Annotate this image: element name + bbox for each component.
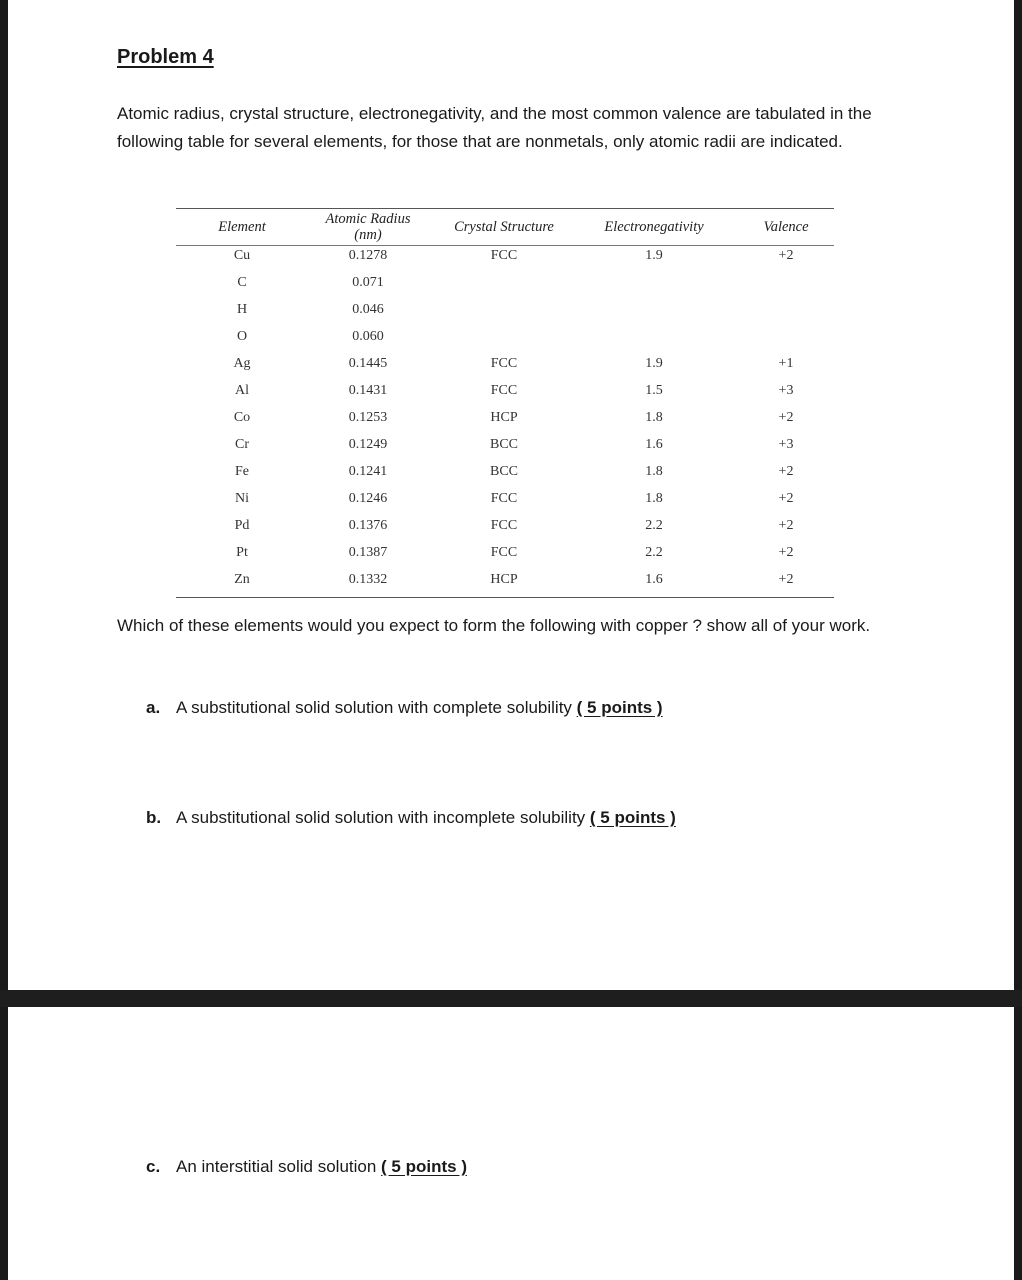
cell-structure: FCC: [490, 491, 518, 506]
part-a-points: ( 5 points ): [576, 698, 663, 717]
cell-radius: 0.1332: [348, 572, 388, 587]
cell-radius: 0.1445: [348, 356, 388, 371]
cell-radius: 0.1246: [348, 491, 388, 506]
cell-valence: +2: [778, 464, 794, 479]
cell-element: Co: [233, 410, 251, 425]
cell-electronegativity: 1.8: [645, 491, 663, 506]
cell-electronegativity: 1.6: [645, 437, 663, 452]
cell-structure: FCC: [490, 356, 518, 371]
cell-radius: 0.071: [352, 275, 384, 290]
cell-valence: +2: [778, 410, 794, 425]
cell-radius: 0.1278: [348, 248, 388, 263]
cell-element: Zn: [234, 572, 250, 587]
part-a-label: a.: [146, 698, 161, 717]
cell-radius: 0.1241: [348, 464, 388, 479]
cell-radius: 0.046: [352, 302, 384, 317]
table-row: [176, 570, 834, 590]
header-atomic-radius-label: Atomic Radius: [325, 211, 411, 227]
table-row: [176, 246, 834, 266]
cell-valence: +1: [778, 356, 794, 371]
part-b-points: ( 5 points ): [589, 808, 676, 827]
header-element: Element: [218, 219, 266, 235]
cell-element: Ag: [233, 356, 251, 371]
part-c-points: ( 5 points ): [381, 1157, 467, 1176]
cell-radius: 0.1431: [348, 383, 388, 398]
cell-element: Pt: [236, 545, 248, 560]
cell-electronegativity: 2.2: [645, 518, 663, 533]
element-properties-table: [176, 208, 834, 598]
part-a-text: A substitutional solid solution with complete solubility: [176, 698, 577, 717]
cell-radius: 0.1253: [348, 410, 388, 425]
part-b-text: A substitutional solid solution with incomplete solubility: [176, 808, 590, 827]
table-row: [176, 273, 834, 293]
table-row: [176, 489, 834, 509]
cell-valence: +3: [778, 383, 794, 398]
cell-element: Pd: [234, 518, 250, 533]
cell-valence: +2: [778, 248, 794, 263]
page-two: [8, 1007, 1014, 1280]
header-crystal-structure: Crystal Structure: [454, 219, 554, 235]
cell-electronegativity: 1.9: [645, 248, 663, 263]
cell-electronegativity: 1.6: [645, 572, 663, 587]
problem-title: Problem 4: [117, 46, 214, 68]
table-row: [176, 462, 834, 482]
cell-element: Ni: [235, 491, 249, 506]
cell-valence: +2: [778, 572, 794, 587]
cell-electronegativity: 1.5: [645, 383, 663, 398]
cell-radius: 0.060: [352, 329, 384, 344]
part-c: [146, 1155, 467, 1179]
table-row: [176, 516, 834, 536]
table-row: [176, 300, 834, 320]
cell-electronegativity: 1.9: [645, 356, 663, 371]
cell-electronegativity: 1.8: [645, 464, 663, 479]
cell-structure: FCC: [490, 248, 518, 263]
cell-structure: FCC: [490, 383, 518, 398]
cell-electronegativity: 1.8: [645, 410, 663, 425]
cell-valence: +2: [778, 518, 794, 533]
cell-structure: FCC: [490, 518, 518, 533]
part-b-label: b.: [146, 808, 162, 827]
cell-radius: 0.1387: [348, 545, 388, 560]
cell-structure: FCC: [490, 545, 518, 560]
cell-valence: +3: [778, 437, 794, 452]
cell-element: Fe: [235, 464, 249, 479]
cell-radius: 0.1376: [348, 518, 388, 533]
cell-element: O: [236, 329, 248, 344]
cell-radius: 0.1249: [348, 437, 388, 452]
cell-element: Cu: [233, 248, 251, 263]
cell-structure: HCP: [490, 410, 518, 425]
part-b: [146, 806, 676, 830]
intro-paragraph: Atomic radius, crystal structure, electronegativity, and the most common valence are tabulated in the following table for several elements, for those that are nonmetals, only atomic radii are indicated.: [117, 104, 872, 151]
cell-structure: BCC: [489, 464, 518, 479]
cell-element: C: [237, 275, 247, 290]
cell-valence: +2: [778, 545, 794, 560]
cell-electronegativity: 2.2: [645, 545, 663, 560]
cell-structure: BCC: [489, 437, 518, 452]
part-c-label: c.: [146, 1157, 161, 1176]
part-c-text: An interstitial solid solution: [176, 1157, 382, 1176]
cell-structure: HCP: [490, 572, 518, 587]
question-paragraph: Which of these elements would you expect to form the following with copper ? show all of your work.: [117, 616, 871, 635]
table-row: [176, 354, 834, 374]
table-row: [176, 408, 834, 428]
table-row: [176, 381, 834, 401]
header-valence: Valence: [763, 219, 809, 235]
cell-element: Cr: [235, 437, 249, 452]
cell-valence: +2: [778, 491, 794, 506]
table-row: [176, 435, 834, 455]
cell-element: Al: [235, 383, 249, 398]
header-atomic-radius-unit: (nm): [354, 227, 382, 243]
table-row: [176, 543, 834, 563]
cell-element: H: [236, 302, 248, 317]
table-row: [176, 327, 834, 347]
part-a: [146, 696, 663, 720]
page-separator: [0, 990, 1022, 1007]
header-electronegativity: Electronegativity: [604, 219, 704, 235]
header-atomic-radius: [316, 209, 420, 245]
